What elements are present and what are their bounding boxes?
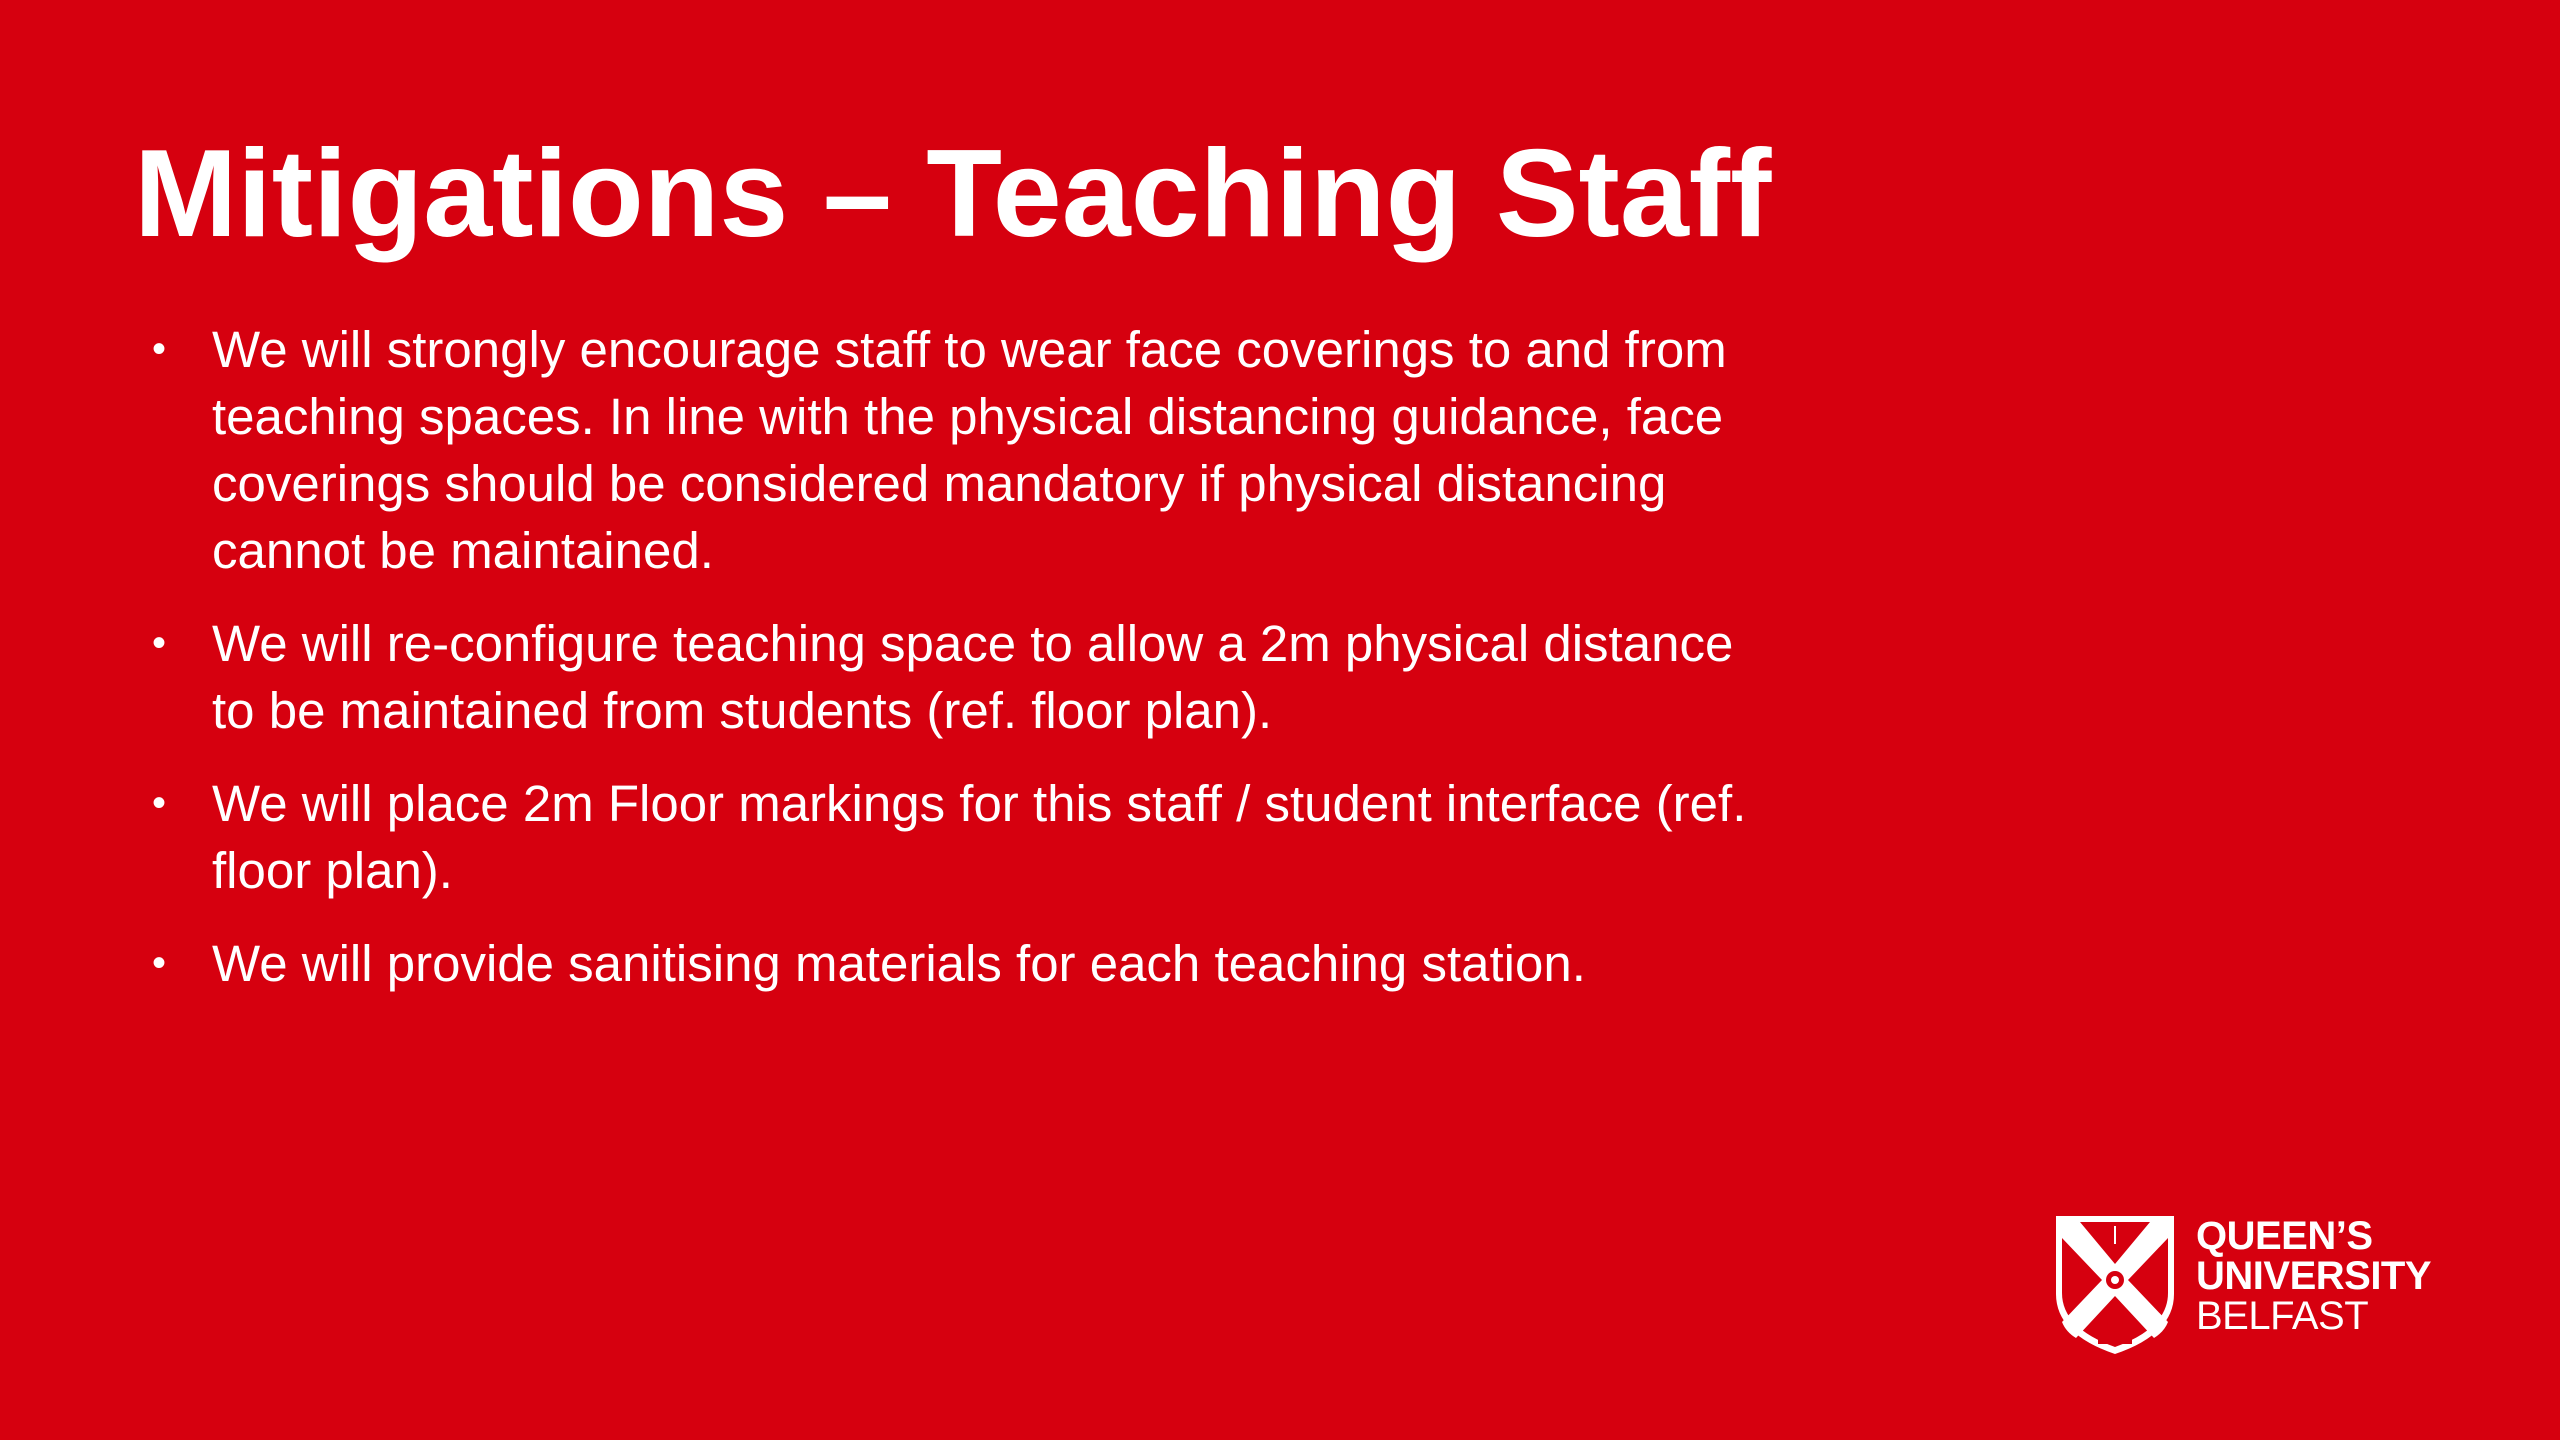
wordmark-line-1: QUEEN’S [2196,1214,2373,1258]
bullet-list [148,316,1788,1023]
bullet-item [148,930,1788,997]
bullet-icon: • [152,327,167,371]
wordmark-line-2: UNIVERSITY [2196,1254,2432,1298]
bullet-text: We will provide sanitising materials for each teaching station. [212,935,1586,992]
wordmark-line-3: BELFAST [2196,1294,2369,1338]
bullet-icon: • [152,781,167,825]
bullet-text: We will strongly encourage staff to wear face coverings to and from teaching spaces. In line with the physical distancing guidance, face coverings should be considered mandatory if physical distancing cannot be maintained. [212,321,1727,579]
bullet-icon: • [152,621,167,665]
bullet-item [148,316,1788,584]
slide-title: Mitigations – Teaching Staff [134,125,1772,263]
bullet-text: We will place 2m Floor markings for this staff / student interface (ref. floor plan). [212,775,1747,899]
bullet-item [148,770,1788,904]
bullet-item [148,610,1788,744]
bullet-text: We will re-configure teaching space to allow a 2m physical distance to be maintained from students (ref. floor plan). [212,615,1734,739]
university-crest-icon [2054,1214,2176,1356]
university-wordmark [2196,1216,2431,1336]
university-logo [2054,1214,2464,1356]
bullet-icon: • [152,941,167,985]
